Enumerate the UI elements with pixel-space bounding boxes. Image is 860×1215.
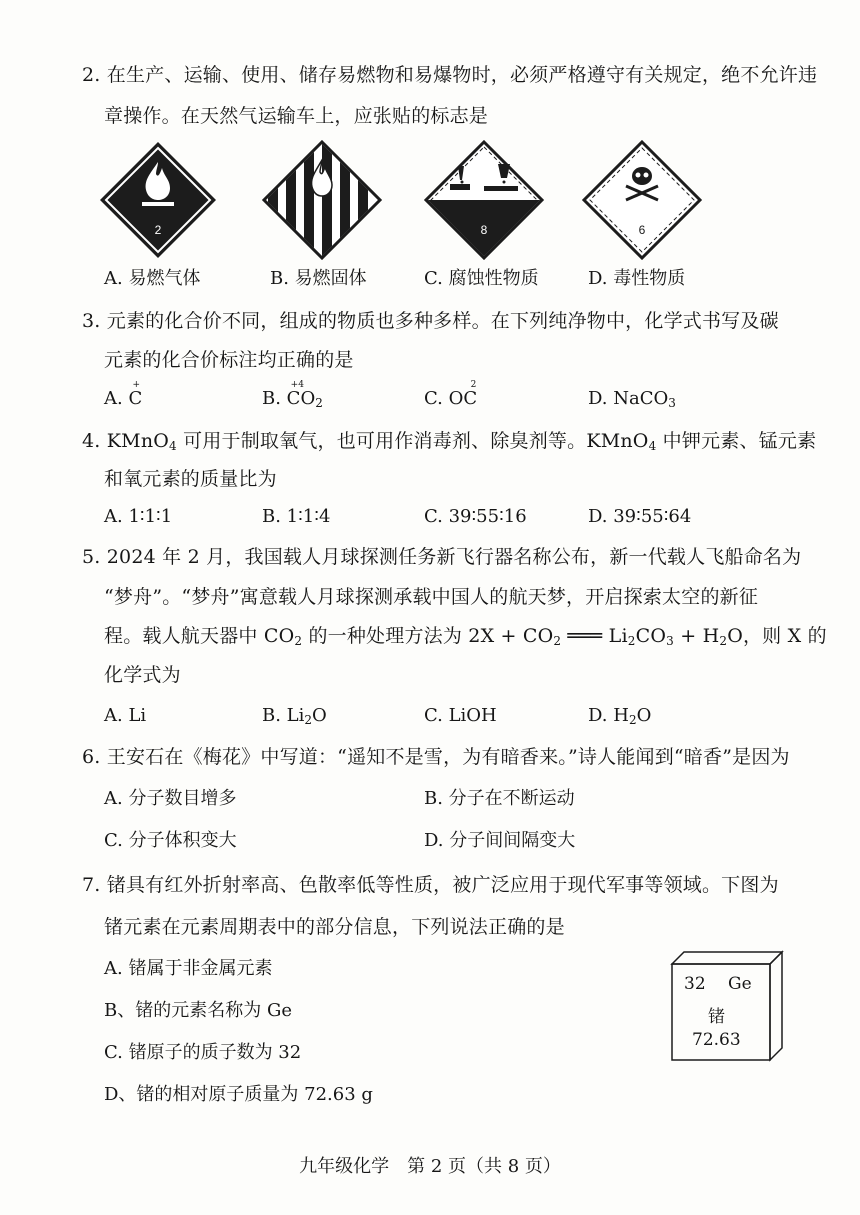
q5-option-c: C. LiOH (424, 705, 497, 726)
q2-stem-line2: 章操作。在天然气运输车上，应张贴的标志是 (104, 105, 489, 127)
toxic-sign (582, 140, 702, 260)
flammable-gas-sign (98, 140, 218, 260)
q6-option-d: D. 分子间间隔变大 (424, 830, 576, 851)
q4-stem-line2: 和氧元素的质量比为 (104, 468, 277, 490)
flammable-solid-sign (262, 140, 382, 260)
option-c-caption: C. 腐蚀性物质 (424, 268, 539, 289)
q7-option-d: D、锗的相对原子质量为 72.63 g (104, 1084, 373, 1105)
q3-option-d: D. NaCO$_3$ (588, 388, 676, 410)
q6-option-c: C. 分子体积变大 (104, 830, 237, 851)
option-d-caption: D. 毒性物质 (588, 268, 686, 289)
q7-stem-line2: 锗元素在元素周期表中的部分信息，下列说法正确的是 (104, 916, 565, 938)
q6-option-a: A. 分子数目增多 (104, 788, 237, 809)
q5-stem-line3: 程。载人航天器中 $CO_2$ 的一种处理方法为 $2X + CO_2$ ═══ $Li_2CO_3 + H_2O$，则 X 的 (104, 625, 827, 648)
element-atomic-number: 32 (684, 974, 706, 994)
corrosive-sign (424, 140, 544, 260)
q4-option-d: D. 39∶55∶64 (588, 506, 692, 527)
q7-option-c: C. 锗原子的质子数为 32 (104, 1042, 302, 1063)
q4-option-b: B. 1∶1∶4 (262, 506, 331, 527)
q4-stem-line1: 4. KMnO$_4$ 可用于制取氧气，也可用作消毒剂、除臭剂等。KMnO$_4$ 中钾元素、锰元素 (82, 430, 817, 453)
q3-stem-line1: 3. 元素的化合价不同，组成的物质也多种多样。在下列纯净物中，化学式书写及碳 (82, 310, 779, 332)
q7-stem-line1: 7. 锗具有红外折射率高、色散率低等性质，被广泛应用于现代军事等领域。下图为 (82, 874, 779, 896)
q7-option-a: A. 锗属于非金属元素 (104, 958, 273, 979)
sign-c-number: 8 (480, 223, 488, 237)
germanium-element-tile (670, 950, 790, 1065)
element-mass: 72.63 (692, 1030, 741, 1050)
q5-option-a: A. Li (104, 705, 147, 726)
q4-option-c: C. 39∶55∶16 (424, 506, 527, 527)
element-name: 锗 (708, 1007, 725, 1027)
q2-stem-line1: 2. 在生产、运输、使用、储存易燃物和易爆物时，必须严格遵守有关规定，绝不允许违 (82, 64, 818, 86)
q3-option-b: B. +4 $CO_2$ (262, 380, 323, 410)
q3-option-c: C. OC 2 (424, 380, 478, 409)
q7-option-b: B、锗的元素名称为 Ge (104, 1000, 292, 1021)
q3-stem-line2: 元素的化合价标注均正确的是 (104, 349, 354, 371)
q5-stem-line1: 5. 2024 年 2 月，我国载人月球探测任务新飞行器名称公布，新一代载人飞船命名为 (82, 546, 802, 568)
q5-stem-line2: “梦舟”。“梦舟”寓意载人月球探测承载中国人的航天梦，开启探索太空的新征 (104, 586, 759, 608)
q4-option-a: A. 1∶1∶1 (104, 506, 173, 527)
option-a-caption: A. 易燃气体 (104, 268, 201, 289)
q6-stem: 6. 王安石在《梅花》中写道：“遥知不是雪，为有暗香来。”诗人能闻到“暗香”是因为 (82, 746, 790, 768)
q5-stem-line4: 化学式为 (104, 664, 181, 686)
q5-option-b: B. $Li_2O$ (262, 705, 327, 727)
page-footer: 九年级化学 第 2 页（共 8 页） (299, 1156, 561, 1177)
option-b-caption: B. 易燃固体 (270, 268, 367, 289)
element-symbol: Ge (728, 974, 752, 994)
sign-a-number: 2 (154, 223, 162, 237)
q6-option-b: B. 分子在不断运动 (424, 788, 575, 809)
q5-option-d: D. $H_2O$ (588, 705, 652, 727)
q3-option-a: A. + C (104, 380, 143, 409)
sign-d-number: 6 (638, 223, 646, 237)
